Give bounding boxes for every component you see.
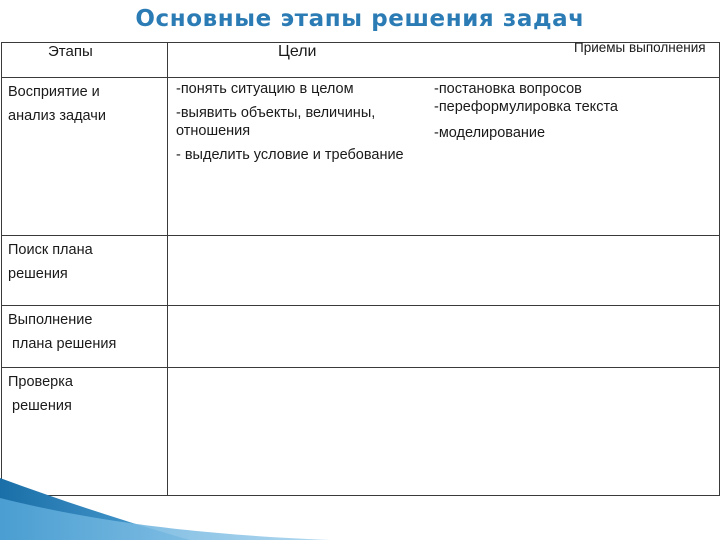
stage-text-line: Выполнение: [8, 312, 93, 328]
stage-cell: [2, 306, 168, 368]
stage-cell: [2, 236, 168, 306]
table-row: [2, 78, 720, 236]
goal-item: - выделить условие и требование: [176, 147, 404, 163]
goals-list: [176, 80, 426, 170]
goal-item: -выявить объекты, величины, отношения: [176, 105, 376, 139]
stage-text-line: анализ задачи: [8, 108, 106, 124]
goals-methods-cell: [168, 236, 720, 306]
stage-text-line: решения: [8, 398, 72, 414]
header-methods: Приемы выполнения: [574, 40, 706, 55]
stage-text-line: плана решения: [8, 336, 117, 352]
ribbon-band-light: [0, 498, 330, 540]
method-item: -моделирование: [434, 125, 546, 141]
method-item: -переформулировка текста: [434, 99, 618, 115]
methods-list: [434, 80, 714, 142]
header-stages: Этапы: [2, 43, 168, 78]
goal-item: -понять ситуацию в целом: [176, 81, 354, 97]
stages-table: [1, 42, 720, 496]
stage-text-line: Восприятие и: [8, 84, 100, 100]
header-goals: Цели: [278, 43, 317, 60]
method-item: -постановка вопросов: [434, 81, 582, 97]
goals-methods-cell: [168, 78, 720, 236]
stage-text-line: решения: [8, 266, 68, 282]
stage-text-line: Проверка: [8, 374, 73, 390]
page-title: Основные этапы решения задач: [135, 6, 585, 32]
goals-methods-cell: [168, 368, 720, 496]
stage-text-line: Поиск плана: [8, 242, 93, 258]
header-goals-methods: [168, 40, 720, 78]
stage-cell: [2, 368, 168, 496]
goals-methods-cell: [168, 306, 720, 368]
table-row: [2, 368, 720, 496]
header-row: [2, 43, 720, 78]
table-row: [2, 236, 720, 306]
stage-cell: [2, 78, 168, 236]
table-row: [2, 306, 720, 368]
